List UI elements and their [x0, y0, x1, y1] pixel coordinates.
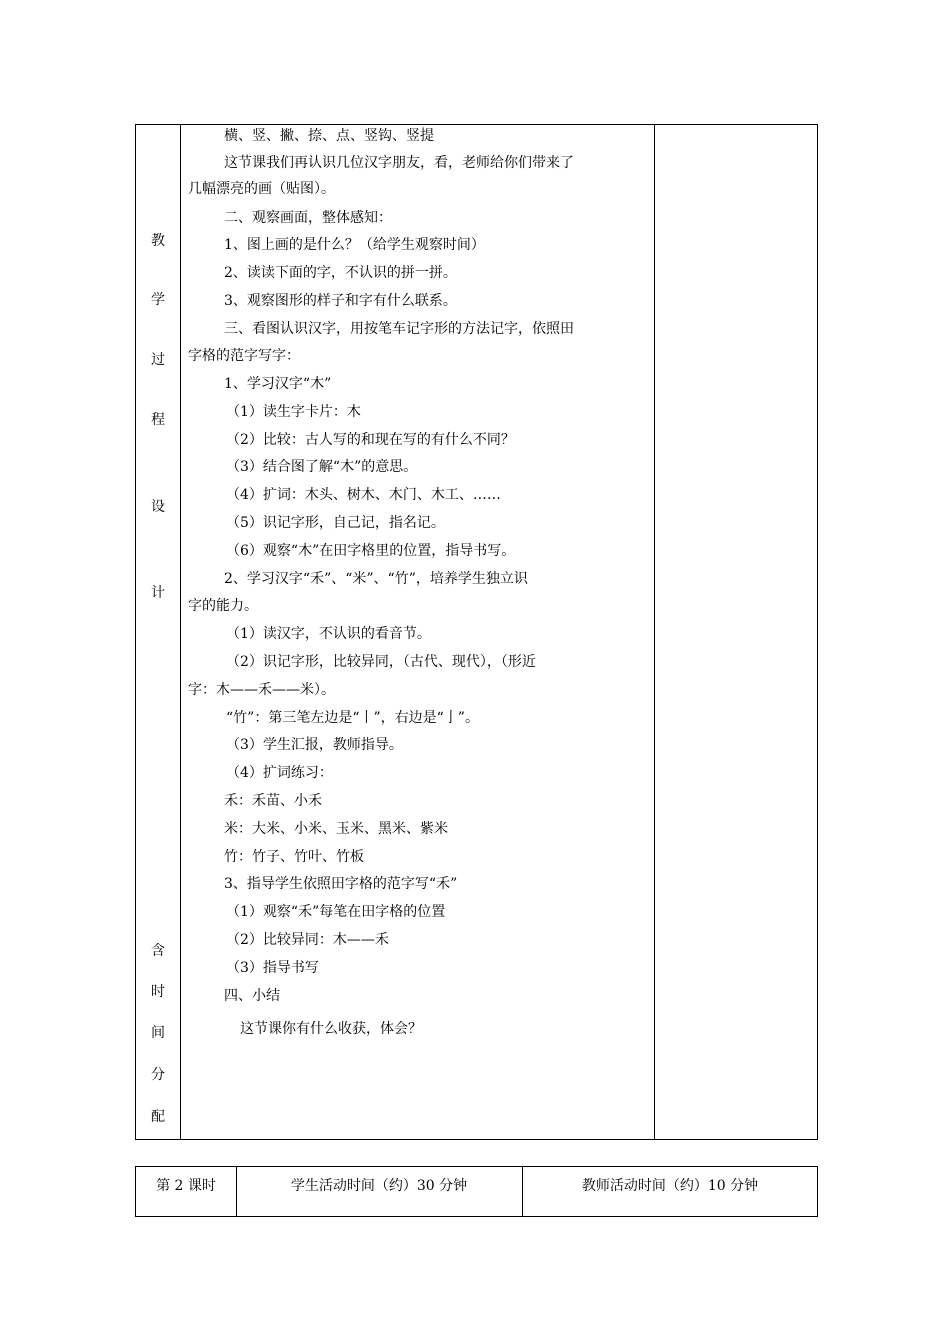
content-line: 竹：竹子、竹叶、竹板 — [224, 849, 364, 865]
lesson-number: 第 2 课时 — [156, 1178, 216, 1194]
content-line: 这节课我们再认识几位汉字朋友，看，老师给你们带来了 — [224, 155, 574, 171]
content-line: 3、观察图形的样子和字有什么联系。 — [224, 293, 457, 309]
content-line: 1、学习汉字“木” — [224, 376, 332, 392]
content-line: “竹”：第三笔左边是“丨”，右边是“亅”。 — [226, 710, 479, 726]
content-line: 字的能力。 — [188, 598, 258, 614]
teacher-activity-time: 教师活动时间（约）10 分钟 — [581, 1178, 759, 1194]
content-line: （3）结合图了解“木”的意思。 — [226, 459, 418, 475]
content-line: 四、小结 — [224, 988, 280, 1004]
content-line: 禾：禾苗、小禾 — [224, 793, 322, 809]
content-line: 字格的范字写字： — [188, 348, 300, 364]
content-line: 2、学习汉字“禾”、“米”、“竹”，培养学生独立识 — [224, 571, 528, 587]
content-line: （6）观察“木”在田字格里的位置，指导书写。 — [226, 543, 516, 559]
content-line: 三、看图认识汉字，用按笔车记字形的方法记字，依照田 — [224, 321, 574, 337]
content-line: 这节课你有什么收获，体会？ — [240, 1021, 422, 1037]
side-label-char: 学 — [151, 292, 165, 308]
content-line: 3、指导学生依照田字格的范字写“禾” — [224, 876, 458, 892]
side-label-char: 含 — [151, 943, 165, 959]
content-line: （2）识记字形，比较异同，（古代、现代），（形近 — [226, 654, 536, 670]
student-activity-time: 学生活动时间（约）30 分钟 — [290, 1178, 468, 1194]
content-line: （1）读汉字，不认识的看音节。 — [226, 626, 431, 642]
side-label-char: 教 — [151, 233, 165, 249]
content-line: （4）扩词：木头、树木、木门、木工、…… — [226, 487, 501, 503]
content-line: 字：木——禾——米）。 — [188, 682, 335, 698]
side-label-char: 设 — [151, 499, 165, 515]
content-line: （1）读生字卡片：木 — [226, 404, 361, 420]
content-line: 米：大米、小米、玉米、黑米、紫米 — [224, 821, 448, 837]
side-label-char: 时 — [151, 984, 165, 1000]
side-label-char: 过 — [151, 352, 165, 368]
content-line: （4）扩词练习： — [226, 765, 333, 781]
side-label-char: 分 — [151, 1067, 165, 1083]
side-label-char: 配 — [151, 1109, 165, 1125]
content-line: 2、读读下面的字，不认识的拼一拼。 — [224, 265, 457, 281]
content-line: （2）比较：古人写的和现在写的有什么不同？ — [226, 432, 515, 448]
column-divider — [180, 125, 181, 1139]
time-allocation-table — [135, 1166, 818, 1217]
content-line: 1、图上画的是什么？（给学生观察时间） — [224, 237, 485, 253]
content-line: 几幅漂亮的画（贴图）。 — [188, 181, 335, 197]
content-line: （2）比较异同：木——禾 — [226, 932, 389, 948]
content-line: 二、观察画面，整体感知： — [224, 210, 392, 226]
content-line: （3）指导书写 — [226, 960, 319, 976]
side-label-char: 间 — [151, 1025, 165, 1041]
side-label-char: 程 — [151, 412, 165, 428]
content-line: （5）识记字形，自己记，指名记。 — [226, 515, 445, 531]
lesson-process-table — [135, 124, 818, 1140]
column-divider — [654, 125, 655, 1139]
content-line: （3）学生汇报，教师指导。 — [226, 737, 403, 753]
side-label-char: 计 — [151, 585, 165, 601]
content-line: （1）观察“禾”每笔在田字格的位置 — [226, 904, 446, 920]
content-line: 横、竖、撇、捺、点、竖钩、竖提 — [224, 128, 434, 144]
